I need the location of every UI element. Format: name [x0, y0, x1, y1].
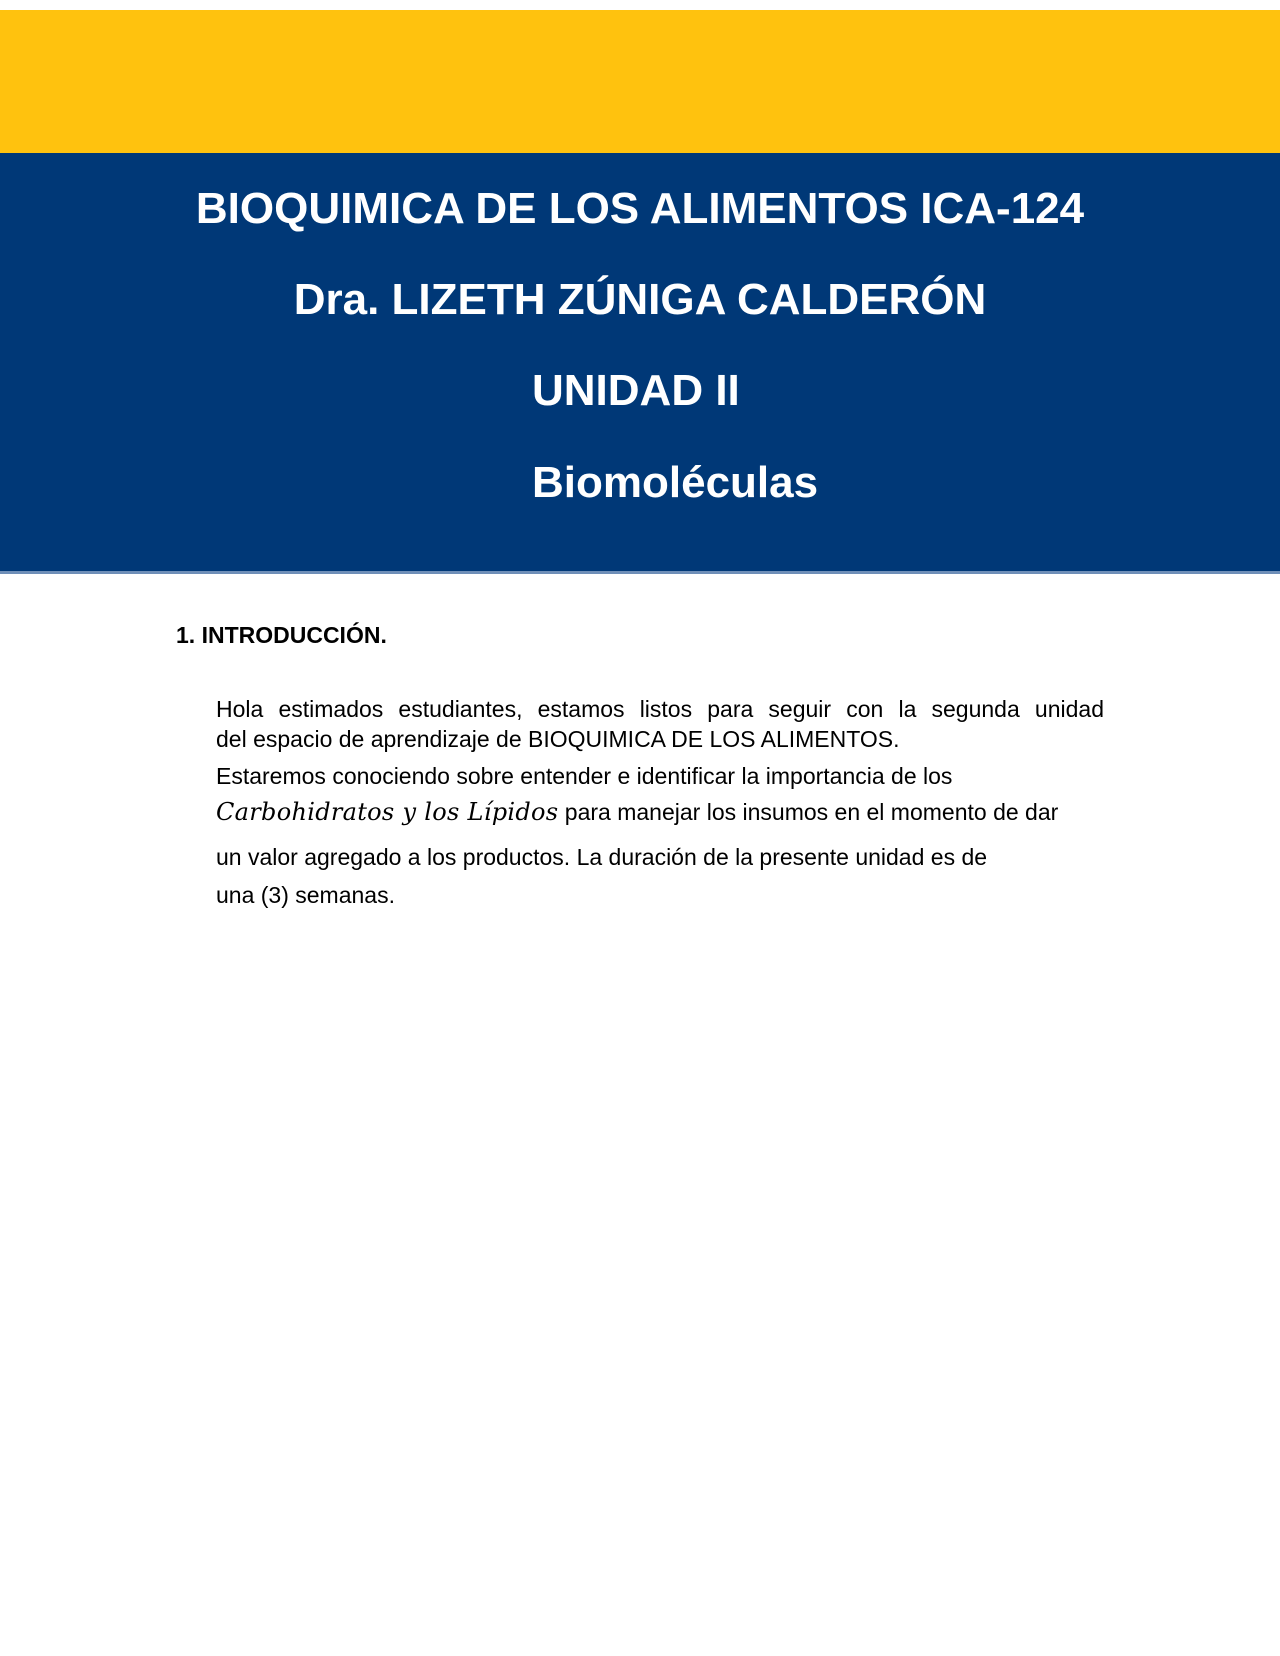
course-title: BIOQUIMICA DE LOS ALIMENTOS ICA-124: [195, 184, 1085, 233]
intro-paragraph-line: Hola estimados estudiantes, estamos listos para seguir con la segunda unidad: [216, 696, 1104, 722]
intro-paragraph-line: un valor agregado a los productos. La duración de la presente unidad es de: [216, 844, 988, 870]
header-yellow-band: [0, 10, 1280, 153]
header-divider: [0, 571, 1280, 574]
intro-paragraph-line: una (3) semanas.: [216, 882, 395, 908]
intro-paragraph-line: Estaremos conociendo sobre entender e identificar la importancia de los: [216, 763, 953, 789]
intro-paragraph-line: [216, 800, 1104, 824]
teacher-name: Dra. LIZETH ZÚNIGA CALDERÓN: [293, 275, 987, 324]
handwritten-topics: Carbohidratos y los Lípidos: [216, 798, 559, 826]
topic-title: Biomoléculas: [532, 458, 819, 507]
unit-title: UNIDAD II: [532, 366, 740, 415]
section-heading: 1. INTRODUCCIÓN.: [176, 622, 387, 648]
intro-paragraph-text: para manejar los insumos en el momento de dar: [558, 799, 1059, 825]
intro-paragraph-line: del espacio de aprendizaje de BIOQUIMICA DE LOS ALIMENTOS.: [216, 726, 900, 752]
